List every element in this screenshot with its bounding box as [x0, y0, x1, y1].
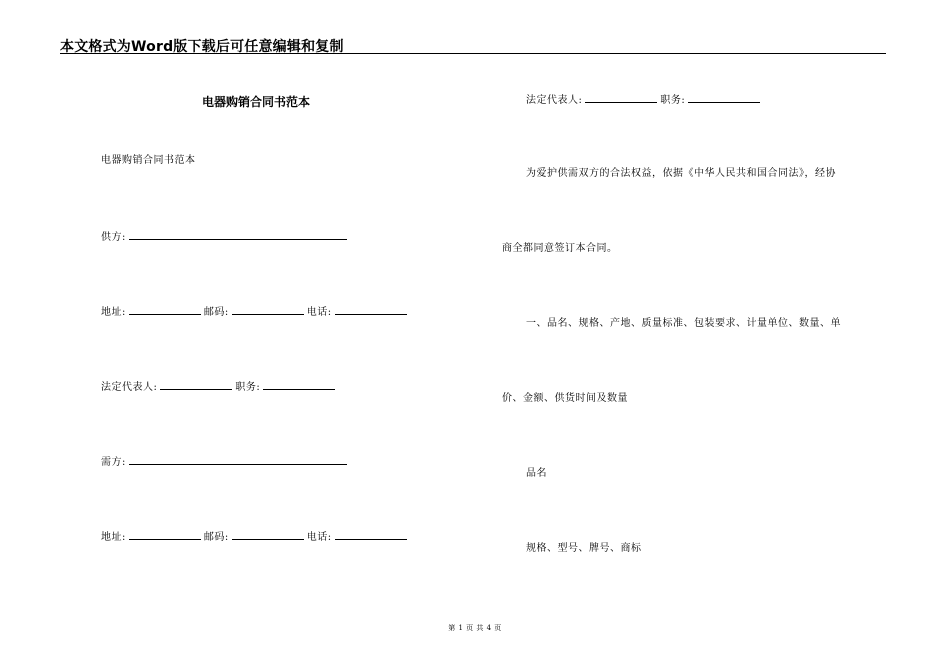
supplier-postcode-blank	[232, 305, 304, 315]
page-indicator: 第 1 页 共 4 页	[448, 624, 502, 632]
buyer-address-blank	[129, 530, 201, 540]
buyer-label: 需方:	[101, 457, 126, 468]
item-spec-heading: 规格、型号、牌号、商标	[526, 543, 642, 554]
buyer-postcode-label: 邮码:	[203, 532, 229, 543]
supplier-postcode-label: 邮码:	[203, 307, 229, 318]
buyer-address-line	[101, 530, 410, 544]
supplier-phone-label: 电话:	[306, 307, 332, 318]
buyer-rep-blank	[585, 93, 657, 103]
subtitle: 电器购销合同书范本	[101, 155, 196, 166]
paragraph-line-2: 商全都同意签订本合同。	[502, 243, 618, 254]
supplier-address-blank	[129, 305, 201, 315]
supplier-rep-blank	[160, 380, 232, 390]
paragraph-line-1: 为爱护供需双方的合法权益，依据《中华人民共和国合同法》，经协	[526, 168, 836, 179]
clause-1-line-1: 一、品名、规格、产地、质量标准、包装要求、计量单位、数量、单	[526, 318, 841, 329]
document-title: 电器购销合同书范本	[202, 95, 311, 109]
supplier-label: 供方:	[101, 232, 126, 243]
buyer-position-label: 职务:	[660, 95, 686, 106]
header-rule	[60, 53, 886, 54]
buyer-line	[101, 455, 350, 469]
clause-1-line-2: 价、金额、供货时间及数量	[502, 393, 628, 404]
supplier-rep-label: 法定代表人:	[101, 382, 158, 393]
buyer-phone-label: 电话:	[306, 532, 332, 543]
buyer-postcode-blank	[232, 530, 304, 540]
supplier-blank	[129, 230, 347, 240]
supplier-line	[101, 230, 350, 244]
buyer-phone-blank	[335, 530, 407, 540]
buyer-rep-label: 法定代表人:	[526, 95, 583, 106]
supplier-phone-blank	[335, 305, 407, 315]
supplier-address-line	[101, 305, 410, 319]
buyer-address-label: 地址:	[101, 532, 126, 543]
item-name-heading: 品名	[526, 468, 547, 479]
supplier-address-label: 地址:	[101, 307, 126, 318]
document-header: 本文格式为Word版下载后可任意编辑和复制	[60, 39, 344, 55]
supplier-position-label: 职务:	[235, 382, 261, 393]
buyer-rep-line	[526, 93, 763, 107]
supplier-rep-line	[101, 380, 338, 394]
buyer-position-blank	[688, 93, 760, 103]
buyer-blank	[129, 455, 347, 465]
supplier-position-blank	[263, 380, 335, 390]
